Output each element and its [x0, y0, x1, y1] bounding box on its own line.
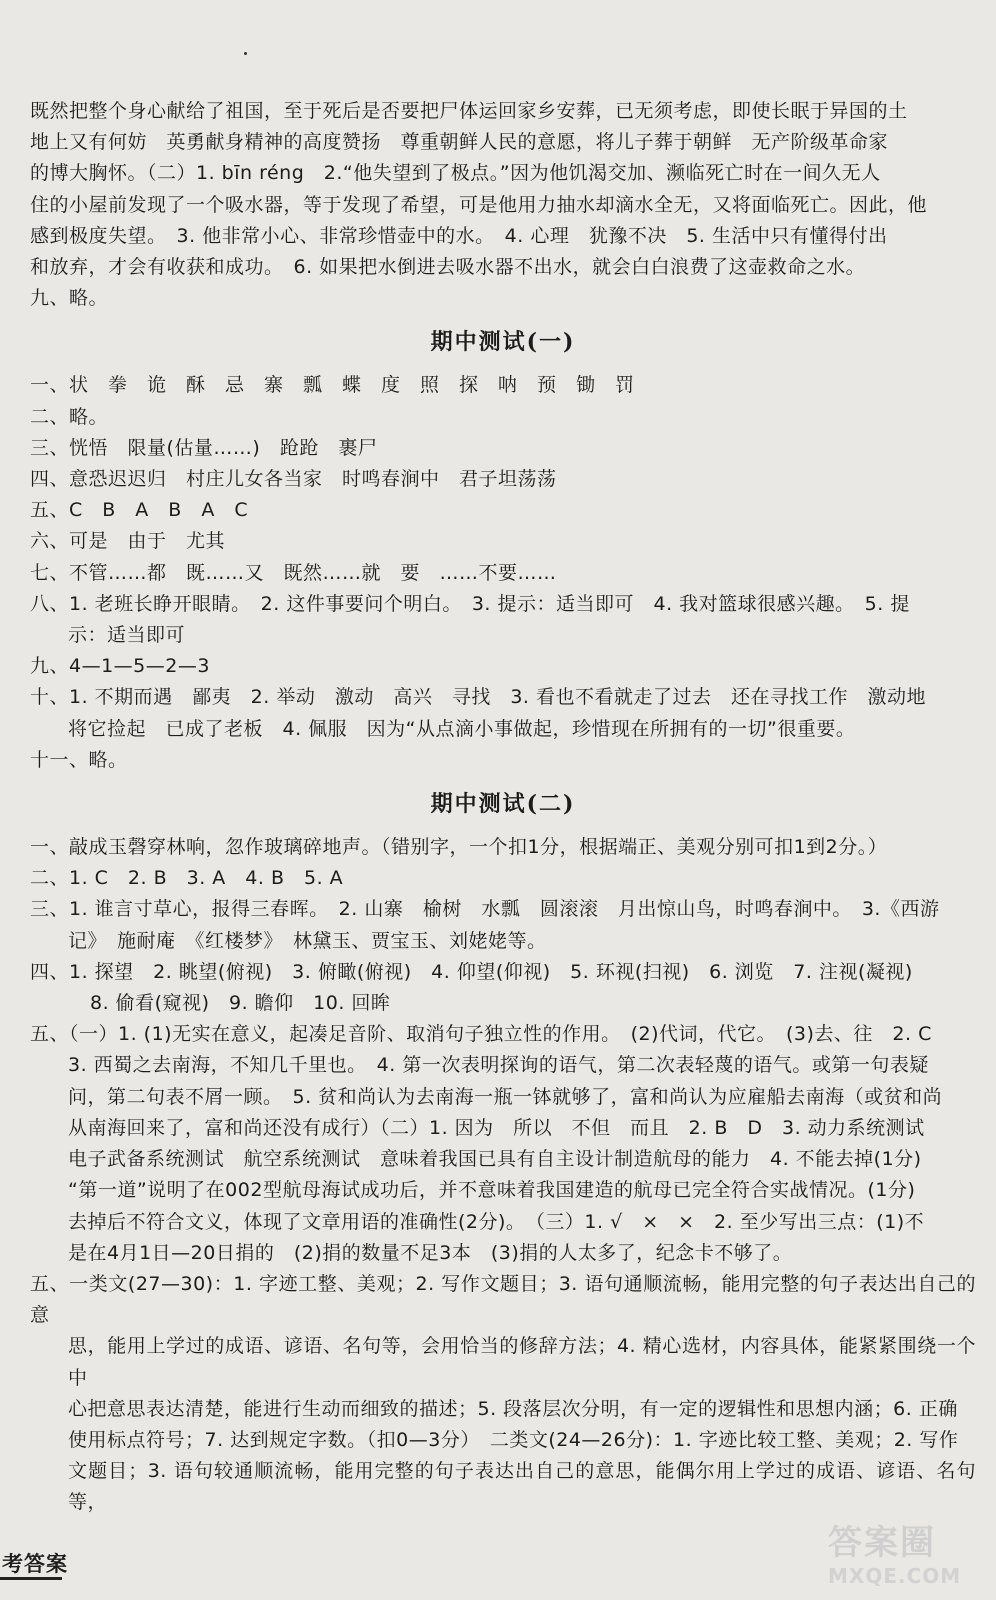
- answer-line: 一、敲成玉磬穿林响，忽作玻璃碎地声。（错别字，一个扣1分，根据端正、美观分别可扣1到2分。）: [30, 836, 888, 859]
- answer-line: 九、4—1—5—2—3: [30, 655, 210, 678]
- answer-line: 一、状 拳 诡 酥 忌 寨 瓢 蝶 度 照 探 呐 预 锄 罚: [30, 374, 635, 397]
- answer-line: 地上又有何妨 英勇献身精神的高度赞扬 尊重朝鲜人民的意愿，将儿子葬于朝鲜 无产阶级革命家: [30, 131, 889, 154]
- answer-line: 8. 偷看(窥视) 9. 瞻仰 10. 回眸: [90, 992, 391, 1015]
- section-title-midterm-1: 期中测试(一): [430, 329, 576, 356]
- answer-line: 二、略。: [30, 405, 109, 428]
- answer-line: 三、1. 谁言寸草心，报得三春晖。 2. 山寨 榆树 水瓢 圆滚滚 月出惊山鸟，时鸣春涧中。 3.《西游: [30, 898, 940, 921]
- answer-line: 使用标点符号；7. 达到规定字数。（扣0—3分） 二类文(24—26分)：1. 字迹比较工整、美观；2. 写作: [68, 1428, 959, 1451]
- answer-line: 感到极度失望。 3. 他非常小心、非常珍惜壶中的水。 4. 心理 犹豫不决 5. 生活中只有懂得付出: [30, 224, 888, 247]
- answer-line: 既然把整个身心献给了祖国，至于死后是否要把尸体运回家乡安葬，已无须考虑，即使长眠于异国的土: [30, 100, 908, 122]
- answer-line: 十一、略。: [30, 748, 128, 771]
- answer-line: 十、1. 不期而遇 鄙夷 2. 举动 激动 高兴 寻找 3. 看也不看就走了过去 还在寻找工作 激动地: [30, 686, 927, 709]
- answer-line: 的博大胸怀。（二）1. bīn réng 2.“他失望到了极点。”因为他饥渴交加、濒临死亡时在一间久无人: [30, 162, 881, 185]
- answer-line: 四、意恐迟迟归 村庄儿女各当家 时鸣春涧中 君子坦荡荡: [30, 468, 557, 491]
- answer-line: 二、1. C 2. B 3. A 4. B 5. A: [30, 867, 344, 890]
- answer-line: 思，能用上学过的成语、谚语、名句等，会用恰当的修辞方法；4. 精心选材，内容具体，能紧紧围绕一个中: [68, 1335, 976, 1389]
- answer-line: 八、1. 老班长睁开眼睛。 2. 这件事要问个明白。 3. 提示：适当即可 4. 我对篮球很感兴趣。 5. 提: [30, 592, 910, 615]
- print-speck: [244, 52, 247, 55]
- answer-line: 问，第二句表不屑一顾。 5. 贫和尚认为去南海一瓶一钵就够了，富和尚认为应雇船去南海（或贫和尚: [68, 1085, 943, 1108]
- watermark-logo: [828, 1515, 978, 1595]
- answer-content: [30, 96, 976, 1519]
- answer-line: 记》 施耐庵 《红楼梦》 林黛玉、贾宝玉、刘姥姥等。: [68, 929, 547, 952]
- answer-line: 示：适当即可: [68, 624, 186, 647]
- answer-line: 三、恍悟 限量(估量……) 跄跄 裹尸: [30, 436, 378, 459]
- answer-line: 九、略。: [30, 287, 109, 310]
- answer-line: “第一道”说明了在002型航母海试成功后，并不意味着我国建造的航母已完全符合实战情况。(1分): [68, 1179, 916, 1202]
- answer-line: 电子武备系统测试 航空系统测试 意味着我国已具有自主设计制造航母的能力 4. 不能去掉(1分): [68, 1148, 922, 1171]
- footer-label: 考答案: [2, 1551, 68, 1576]
- answer-line: 3. 西蜀之去南海，不知几千里也。 4. 第一次表明探询的语气，第二次表轻蔑的语气。或第一句表疑: [68, 1054, 929, 1077]
- watermark-url: MXQE.COM: [828, 1564, 962, 1588]
- answer-line: 从南海回来了，富和尚还没有成行）（二）1. 因为 所以 不但 而且 2. B D 3. 动力系统测试: [68, 1116, 925, 1139]
- answer-line: 七、不管……都 既……又 既然……就 要 ……不要……: [30, 561, 557, 584]
- watermark-mark: 答案圈: [828, 1523, 936, 1563]
- answer-line: 五、C B A B A C: [30, 499, 249, 522]
- answer-line: 心把意思表达清楚，能进行生动而细致的描述；5. 段落层次分明，有一定的逻辑性和思想内涵；6. 正确: [68, 1397, 958, 1420]
- answer-line: 住的小屋前发现了一个吸水器，等于发现了希望，可是他用力抽水却滴水全无，又将面临死亡。因此，他: [30, 193, 928, 216]
- section-title-midterm-2: 期中测试(二): [430, 791, 576, 818]
- answer-line: 五、一类文(27—30)：1. 字迹工整、美观；2. 写作文题目；3. 语句通顺流畅，能用完整的句子表达出自己的意: [30, 1272, 976, 1327]
- answer-line: 四、1. 探望 2. 眺望(俯视) 3. 俯瞰(俯视) 4. 仰望(仰视) 5. 环视(扫视) 6. 浏览 7. 注视(凝视): [30, 960, 913, 983]
- answer-line: 和放弃，才会有收获和成功。 6. 如果把水倒进去吸水器不出水，就会白白浪费了这壶救命之水。: [30, 256, 866, 279]
- answer-line: 将它捡起 已成了老板 4. 佩服 因为“从点滴小事做起，珍惜现在所拥有的一切”很重要。: [68, 717, 856, 740]
- footer-rule: [0, 1577, 62, 1580]
- answer-line: 去掉后不符合文义，体现了文章用语的准确性(2分)。 （三）1. √ × × 2. 至少写出三点：(1)不: [68, 1210, 925, 1233]
- answer-line: 文题目；3. 语句较通顺流畅，能用完整的句子表达出自己的意思，能偶尔用上学过的成语、谚语、名句等，: [68, 1460, 976, 1514]
- answer-line: 是在4月1日—20日捐的 (2)捐的数量不足3本 (3)捐的人太多了，纪念卡不够了。: [68, 1241, 793, 1264]
- answer-line: 六、可是 由于 尤其: [30, 530, 226, 553]
- answer-line: 五、（一）1. (1)无实在意义，起凑足音阶、取消句子独立性的作用。 (2)代词，代它。 (3)去、往 2. C: [30, 1023, 932, 1046]
